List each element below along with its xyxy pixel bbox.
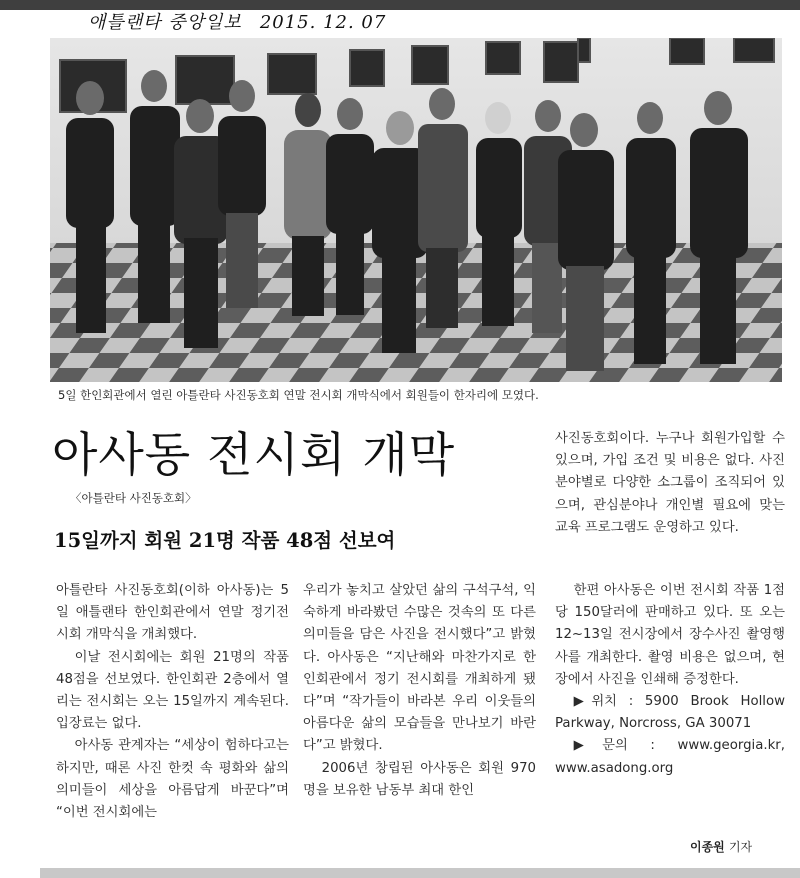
article-column-1 bbox=[56, 580, 289, 824]
paragraph: 한편 아사동은 이번 전시회 작품 1점당 150달러에 판매하고 있다. 또 오는 12~13일 전시장에서 장수사진 촬영행사를 개최한다. 촬영 비용은 없으며, 현장에서 사진을 인쇄해 증정한다. bbox=[555, 583, 785, 687]
newspaper-name: 애틀랜타 중앙일보 bbox=[88, 12, 242, 33]
article-headline: 아사동 전시회 개막 bbox=[52, 428, 456, 483]
group-photo-illustration bbox=[50, 38, 782, 382]
location-info: ▶위치 : 5900 Brook Hollow Parkway, Norcross, GA 30071 bbox=[555, 694, 785, 732]
top-border-bar bbox=[0, 0, 800, 10]
paragraph: 이날 전시회에는 회원 21명의 작품 48점을 선보였다. 한인회관 2층에서 열리는 전시회는 오는 15일까지 계속된다. 입장료는 없다. bbox=[56, 649, 289, 732]
article-column-2 bbox=[303, 580, 536, 802]
paragraph: 아사동 관계자는 “세상이 험하다고는 하지만, 때론 사진 한컷 속 평화와 삶의 의미들이 세상을 아름답게 바꾼다”며 “이번 전시회에는 bbox=[56, 738, 289, 821]
reporter-name: 이종원 bbox=[690, 840, 725, 854]
paragraph: 2006년 창립된 아사동은 회원 970명을 보유한 남동부 최대 한인 bbox=[303, 760, 536, 798]
bottom-border-bar bbox=[40, 868, 800, 878]
photo-caption: 5일 한인회관에서 열린 아틀란타 사진동호회 연말 전시회 개막식에서 회원들이 한자리에 모였다. bbox=[58, 388, 539, 402]
paragraph: 우리가 놓치고 살았던 삶의 구석구석, 익숙하게 바라봤던 수많은 것속의 또 다른 의미들을 담은 사진을 전시했다”고 밝혔다. 아사동은 “지난해와 마찬가지로 한인회관에서 정기 전시회를 개최하게 됐다”며 “작가들이 바라본 우리 이웃들의 아름다운 삶의 모습들을 만나보기 바란다”고 밝혔다. bbox=[303, 583, 536, 754]
masthead bbox=[88, 10, 386, 36]
group-photo bbox=[50, 38, 782, 382]
contact-info: ▶문의 : www.georgia.kr, www.asadong.org bbox=[555, 738, 785, 776]
reporter-role: 기자 bbox=[728, 840, 753, 854]
article-column-3-bottom bbox=[555, 580, 785, 780]
paragraph: 아틀란타 사진동호회(이하 아사동)는 5일 애틀랜타 한인회관에서 연말 정기전시회 개막식을 개최했다. bbox=[56, 583, 289, 643]
publication-date: 2015. 12. 07 bbox=[259, 12, 387, 33]
paragraph: 사진동호회이다. 누구나 회원가입할 수 있으며, 가입 조건 및 비용은 없다. 사진 분야별로 다양한 소그룹이 조직되어 있으며, 관심분야나 개인별 필요에 맞는 교육 프로그램도 운영하고 있다. bbox=[555, 431, 785, 535]
article-column-3-top bbox=[555, 428, 785, 539]
article-subheadline: 15일까지 회원 21명 작품 48점 선보여 bbox=[54, 529, 396, 552]
article-organizer: 〈아틀란타 사진동호회〉 bbox=[70, 491, 197, 505]
byline bbox=[690, 838, 752, 855]
